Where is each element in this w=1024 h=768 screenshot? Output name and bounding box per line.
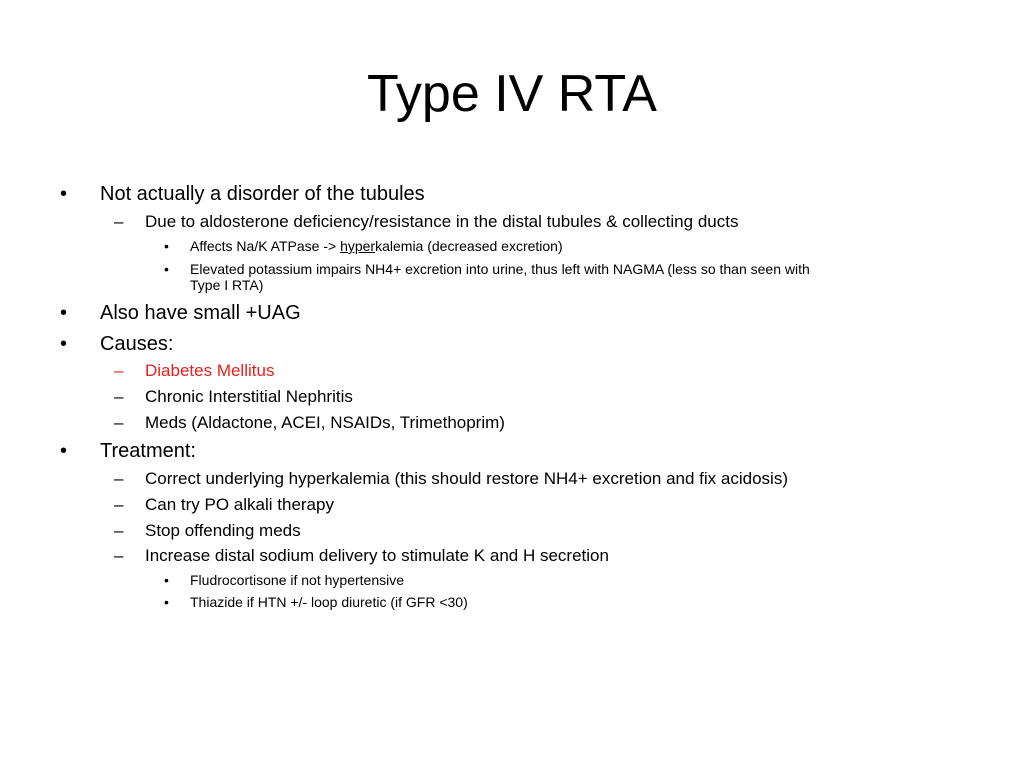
sub-bullet-text: Meds (Aldactone, ACEI, NSAIDs, Trimethoprim)	[145, 413, 505, 432]
sub-bullet-text: Due to aldosterone deficiency/resistance in the distal tubules & collecting ducts	[145, 212, 739, 231]
bullet-text: Not actually a disorder of the tubules	[100, 183, 425, 205]
sub-bullet-text: Stop offending meds	[145, 521, 301, 540]
bullet-marker: •	[60, 183, 68, 205]
slide-title: Type IV RTA	[367, 65, 657, 123]
sub-bullet-text: Can try PO alkali therapy	[145, 495, 334, 514]
sub-sub-bullet-text-line2: Type I RTA)	[190, 277, 264, 293]
dash-marker: –	[114, 546, 124, 565]
dash-marker: –	[114, 469, 124, 488]
sub-sub-bullet-text	[190, 238, 563, 254]
bullet-marker: •	[60, 302, 68, 324]
bullet-marker: •	[60, 333, 68, 355]
bullet-marker: •	[164, 261, 169, 277]
dash-marker: –	[114, 387, 124, 406]
sub-bullet-text: Chronic Interstitial Nephritis	[145, 387, 353, 406]
bullet-text: Also have small +UAG	[100, 302, 301, 324]
bullet-marker: •	[164, 594, 169, 610]
sub-bullet-text: Increase distal sodium delivery to stimulate K and H secretion	[145, 546, 609, 565]
dash-marker: –	[114, 521, 124, 540]
dash-marker: –	[114, 212, 124, 231]
sub-sub-bullet-text: Thiazide if HTN +/- loop diuretic (if GFR <30)	[190, 594, 468, 610]
text-segment: kalemia (decreased excretion)	[375, 238, 563, 254]
dash-marker: –	[114, 413, 124, 432]
sub-sub-bullet-text-line1: Elevated potassium impairs NH4+ excretion into urine, thus left with NAGMA (less so than seen with	[190, 261, 810, 277]
sub-sub-bullet-text: Fludrocortisone if not hypertensive	[190, 572, 404, 588]
bullet-marker: •	[164, 572, 169, 588]
bullet-text: Treatment:	[100, 440, 196, 462]
underlined-text: hyper	[340, 238, 376, 254]
text-segment: Affects Na/K ATPase ->	[190, 238, 341, 254]
sub-bullet-text: Correct underlying hyperkalemia (this should restore NH4+ excretion and fix acidosis)	[145, 469, 788, 488]
bullet-marker: •	[60, 440, 68, 462]
dash-marker: –	[114, 495, 124, 514]
sub-bullet-text: Diabetes Mellitus	[145, 361, 275, 380]
dash-marker: –	[114, 361, 124, 380]
bullet-marker: •	[164, 238, 169, 254]
bullet-text: Causes:	[100, 333, 174, 355]
